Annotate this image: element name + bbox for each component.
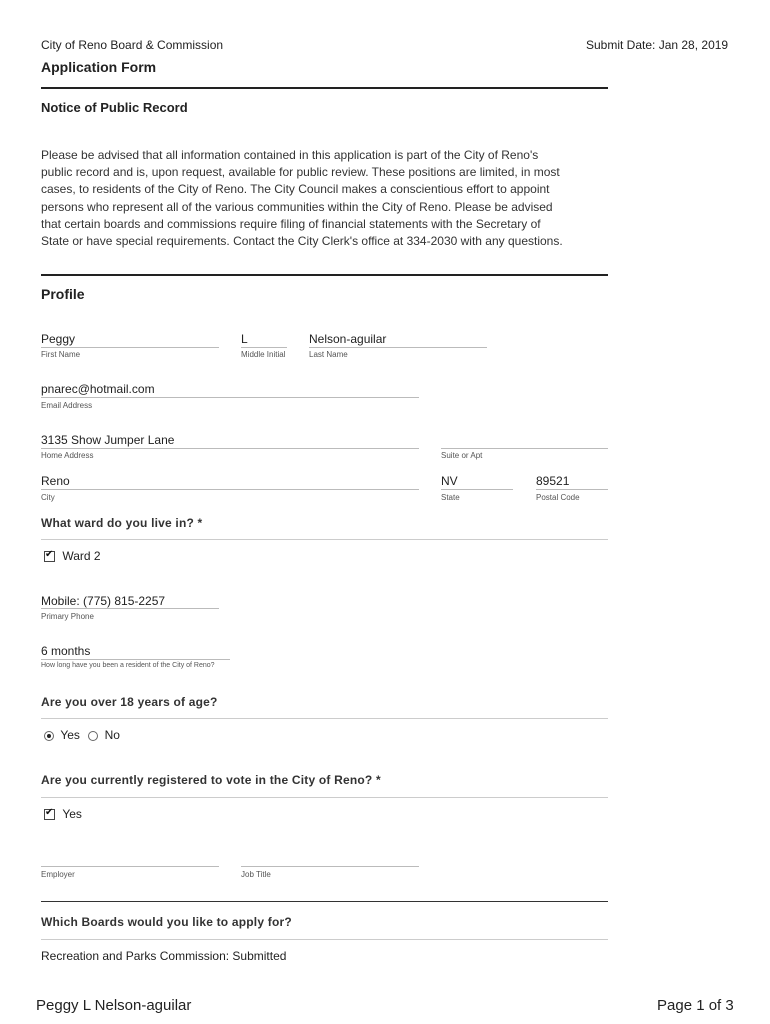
notice-line: public record and is, upon request, available for public review. These positions are limited, in most [41, 165, 560, 180]
ward-question: What ward do you live in? * [41, 516, 203, 530]
footer-applicant-name: Peggy L Nelson-aguilar [36, 997, 192, 1014]
boards-divider [41, 939, 608, 940]
employer-line [41, 866, 219, 867]
notice-paragraph [41, 147, 611, 250]
residency-value: 6 months [41, 644, 91, 658]
email-value: pnarec@hotmail.com [41, 382, 155, 396]
radio-unselected-icon [88, 731, 98, 741]
middle-initial-value: L [241, 332, 248, 346]
age-no-label: No [104, 728, 120, 742]
city-label: City [41, 493, 55, 502]
ward-option [44, 549, 101, 563]
notice-line: State or have special requirements. Contact the City Clerk's office at 334-2030 with any questions. [41, 234, 563, 249]
first-name-label: First Name [41, 350, 81, 359]
first-name-line [41, 347, 219, 348]
profile-title: Profile [41, 286, 85, 302]
email-line [41, 397, 419, 398]
job-title-label: Job Title [241, 870, 271, 879]
middle-initial-label: Middle Initial [241, 350, 286, 359]
job-title-line [241, 866, 419, 867]
notice-line: persons who represent all of the various communities within the City of Reno. Please be advised [41, 199, 553, 214]
residency-line [41, 659, 230, 660]
vote-question: Are you currently registered to vote in the City of Reno? * [41, 773, 381, 787]
vote-option [44, 807, 82, 821]
notice-title: Notice of Public Record [41, 100, 188, 115]
last-name-line [309, 347, 487, 348]
first-name-value: Peggy [41, 332, 76, 346]
page-number: Page 1 of 3 [657, 997, 734, 1014]
age-options [44, 728, 120, 742]
vote-divider [41, 797, 608, 798]
postal-code-value: 89521 [536, 474, 570, 488]
middle-initial-line [241, 347, 287, 348]
ward-divider [41, 539, 608, 540]
form-title: Application Form [41, 59, 157, 75]
radio-selected-icon [44, 731, 54, 741]
postal-code-label: Postal Code [536, 493, 580, 502]
notice-divider [41, 274, 608, 276]
age-divider [41, 718, 608, 719]
employer-label: Employer [41, 870, 75, 879]
checkbox-checked-icon [44, 809, 55, 820]
city-line [41, 489, 419, 490]
phone-line [41, 608, 219, 609]
email-label: Email Address [41, 401, 93, 410]
boards-question: Which Boards would you like to apply for? [41, 915, 292, 929]
home-address-label: Home Address [41, 451, 94, 460]
age-question: Are you over 18 years of age? [41, 695, 218, 709]
suite-line [441, 448, 608, 449]
profile-divider [41, 901, 608, 902]
boards-answer: Recreation and Parks Commission: Submitted [41, 949, 287, 963]
home-address-value: 3135 Show Jumper Lane [41, 433, 175, 447]
state-label: State [441, 493, 460, 502]
residency-label: How long have you been a resident of the City of Reno? [41, 662, 215, 669]
notice-line: Please be advised that all information contained in this application is part of the City of Reno's [41, 148, 539, 162]
home-address-line [41, 448, 419, 449]
submit-date: Submit Date: Jan 28, 2019 [586, 38, 729, 52]
state-value: NV [441, 474, 458, 488]
ward-answer: Ward 2 [62, 549, 101, 563]
suite-label: Suite or Apt [441, 451, 483, 460]
phone-label: Primary Phone [41, 612, 94, 621]
notice-line: that certain boards and commissions require filing of financial statements with the Secretary of [41, 216, 541, 231]
age-yes-label: Yes [60, 728, 80, 742]
city-value: Reno [41, 474, 70, 488]
state-line [441, 489, 513, 490]
last-name-value: Nelson-aguilar [309, 332, 387, 346]
organization-name: City of Reno Board & Commission [41, 38, 224, 52]
last-name-label: Last Name [309, 350, 348, 359]
vote-answer: Yes [62, 807, 82, 821]
header-divider [41, 87, 608, 89]
phone-value: Mobile: (775) 815-2257 [41, 594, 166, 608]
checkbox-checked-icon [44, 551, 55, 562]
notice-line: cases, to residents of the City of Reno. The City Council makes a conscientious effort to appoint [41, 182, 550, 197]
postal-code-line [536, 489, 608, 490]
